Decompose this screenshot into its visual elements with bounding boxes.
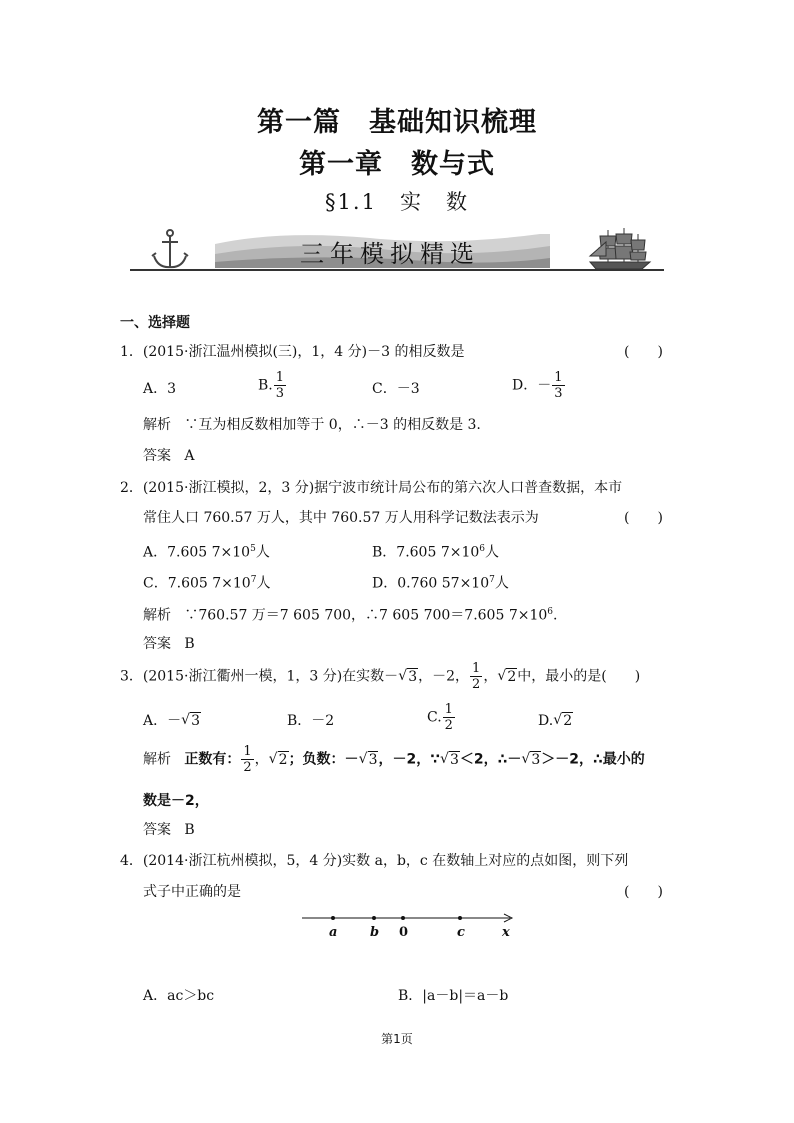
stem-prefix: 3．(2015·浙江衢州一模，1，3 分)在实数－ (120, 668, 399, 685)
analysis-mid: ，－2，∵ (378, 751, 440, 768)
numerator: 1 (243, 744, 252, 759)
sqrt (181, 712, 201, 730)
point-b (372, 916, 376, 920)
numerator: 1 (444, 702, 453, 717)
radicand: 2 (278, 751, 288, 768)
section-title: §1.1 实 数 (325, 190, 469, 214)
sqrt (359, 751, 379, 769)
radicand: 2 (563, 713, 573, 729)
q1-analysis (143, 416, 481, 434)
radicand: 3 (408, 668, 418, 685)
option-prefix: D. (538, 713, 554, 729)
denominator: 2 (472, 677, 481, 692)
radicand: 2 (507, 668, 517, 685)
numerator: 1 (472, 661, 481, 676)
exponent: 6 (547, 607, 554, 617)
radicand: 3 (368, 751, 378, 768)
q1-option-b-prefix: B. (258, 377, 273, 394)
q1-answer (143, 447, 194, 465)
q3-option-a (143, 712, 201, 730)
answer-label: 答案 (143, 636, 171, 652)
analysis-text: ∵互为相反数相加等于 0，∴－3 的相反数是 3. (184, 417, 481, 433)
q3-stem (120, 661, 640, 692)
label-a: a (329, 925, 338, 940)
q3-option-d (538, 712, 573, 730)
sqrt (521, 751, 541, 769)
unit: 人 (494, 575, 509, 592)
label-c: c (457, 925, 465, 940)
chapter-title: 第一章 数与式 (299, 149, 495, 180)
numerator: 1 (554, 370, 563, 385)
analysis-end: ＞－2，∴最小的 (541, 751, 645, 768)
answer-label: 答案 (143, 448, 171, 464)
q4-option-a: A．ac＞bc (143, 988, 215, 1004)
sqrt (398, 668, 418, 686)
option-text: B．7.605 7×10 (372, 544, 480, 561)
sqrt (269, 751, 289, 769)
denominator: 2 (444, 718, 453, 733)
unit: 人 (255, 544, 270, 561)
q1-option-d (512, 370, 566, 401)
analysis-mid2: ＜2，∴－ (459, 751, 522, 768)
answer-value: A (184, 448, 195, 464)
analysis-positive: 正数有： (184, 751, 241, 768)
point-0 (401, 916, 405, 920)
option-prefix: C. (427, 709, 442, 726)
q2-answer (143, 635, 195, 653)
stem-end: 中，最小的是( ) (517, 668, 641, 685)
radicand: 3 (531, 751, 541, 768)
radicand: 3 (191, 713, 201, 729)
label-0: 0 (399, 925, 409, 940)
q4-answer-paren: ( ) (624, 884, 663, 900)
exponent: 5 (250, 544, 256, 554)
label-b: b (370, 925, 380, 940)
point-a (331, 916, 335, 920)
q4-stem-line1: 4．(2014·浙江杭州模拟，5，4 分)实数 a，b，c 在数轴上对应的点如图，则下列 (120, 853, 629, 869)
stem-mid: ，－2， (418, 668, 470, 685)
q1-option-d-fraction (552, 370, 564, 401)
exponent: 6 (479, 544, 486, 554)
banner-text: 三年模拟精选 (300, 240, 480, 268)
q2-option-d (372, 571, 509, 593)
q1-option-d-prefix: D．－ (512, 377, 552, 394)
q2-option-c (143, 571, 270, 593)
q1-stem: 1．(2015·浙江温州模拟(三)，1，4 分)－3 的相反数是 (120, 344, 465, 360)
q2-option-b (372, 540, 499, 562)
q3-analysis-line2: 数是－2， (143, 793, 209, 809)
label-x: x (502, 925, 510, 940)
q1-option-c: C．－3 (372, 381, 420, 397)
q2-option-a (143, 540, 270, 562)
sqrt (440, 751, 460, 769)
q2-stem-line2: 常住人口 760.57 万人，其中 760.57 万人用科学记数法表示为 (143, 510, 539, 526)
q3-option-b: B．－2 (287, 713, 335, 729)
q1-option-b-fraction (274, 370, 286, 401)
q1-option-a: A．3 (143, 381, 177, 397)
numerator: 1 (275, 370, 285, 385)
q1-option-b (258, 370, 287, 401)
denominator: 3 (275, 386, 285, 401)
analysis-text: ∵760.57 万＝7 605 700，∴7 605 700＝7.605 7×10 (184, 607, 548, 624)
q4-option-b: B．|a－b|＝a－b (398, 988, 509, 1004)
sqrt (497, 668, 517, 686)
q2-answer-paren: ( ) (624, 510, 663, 526)
option-text: A．7.605 7×10 (143, 544, 251, 561)
radicand: 3 (449, 751, 459, 768)
unit: 人 (256, 575, 271, 592)
denominator: 2 (243, 760, 252, 775)
page-number: 第1页 (381, 1032, 413, 1046)
analysis-end: . (553, 607, 558, 624)
stem-sep: ， (483, 668, 498, 685)
fraction (470, 661, 482, 692)
section-heading: 一、选择题 (120, 315, 190, 331)
option-text: D．0.760 57×10 (372, 575, 490, 592)
q2-stem-line1: 2．(2015·浙江模拟，2，3 分)据宁波市统计局公布的第六次人口普查数据，本市 (120, 480, 623, 496)
number-line (300, 908, 520, 944)
q3-analysis (143, 744, 645, 775)
q2-analysis (143, 603, 557, 625)
anchor-icon (152, 230, 188, 267)
fraction (443, 702, 455, 733)
exponent: 7 (489, 575, 495, 585)
analysis-negative: ；负数：－ (288, 751, 359, 768)
exponent: 7 (250, 575, 257, 585)
unit: 人 (485, 544, 500, 561)
part-title: 第一篇 基础知识梳理 (257, 107, 537, 138)
sqrt (553, 712, 573, 730)
denominator: 3 (554, 386, 563, 401)
q3-option-c (427, 702, 456, 733)
fraction (241, 744, 253, 775)
q1-answer-paren: ( ) (624, 344, 663, 360)
answer-value: B (184, 636, 195, 652)
analysis-label: 解析 (143, 417, 171, 433)
analysis-label: 解析 (143, 751, 171, 768)
point-c (458, 916, 462, 920)
comma: ， (254, 751, 269, 768)
q3-answer (143, 821, 195, 839)
option-prefix: A．－ (143, 713, 182, 729)
ship-icon (590, 228, 650, 269)
answer-label: 答案 (143, 822, 171, 838)
option-text: C．7.605 7×10 (143, 575, 251, 592)
analysis-label: 解析 (143, 607, 171, 624)
q4-stem-line2: 式子中正确的是 (143, 884, 241, 900)
answer-value: B (184, 822, 195, 838)
